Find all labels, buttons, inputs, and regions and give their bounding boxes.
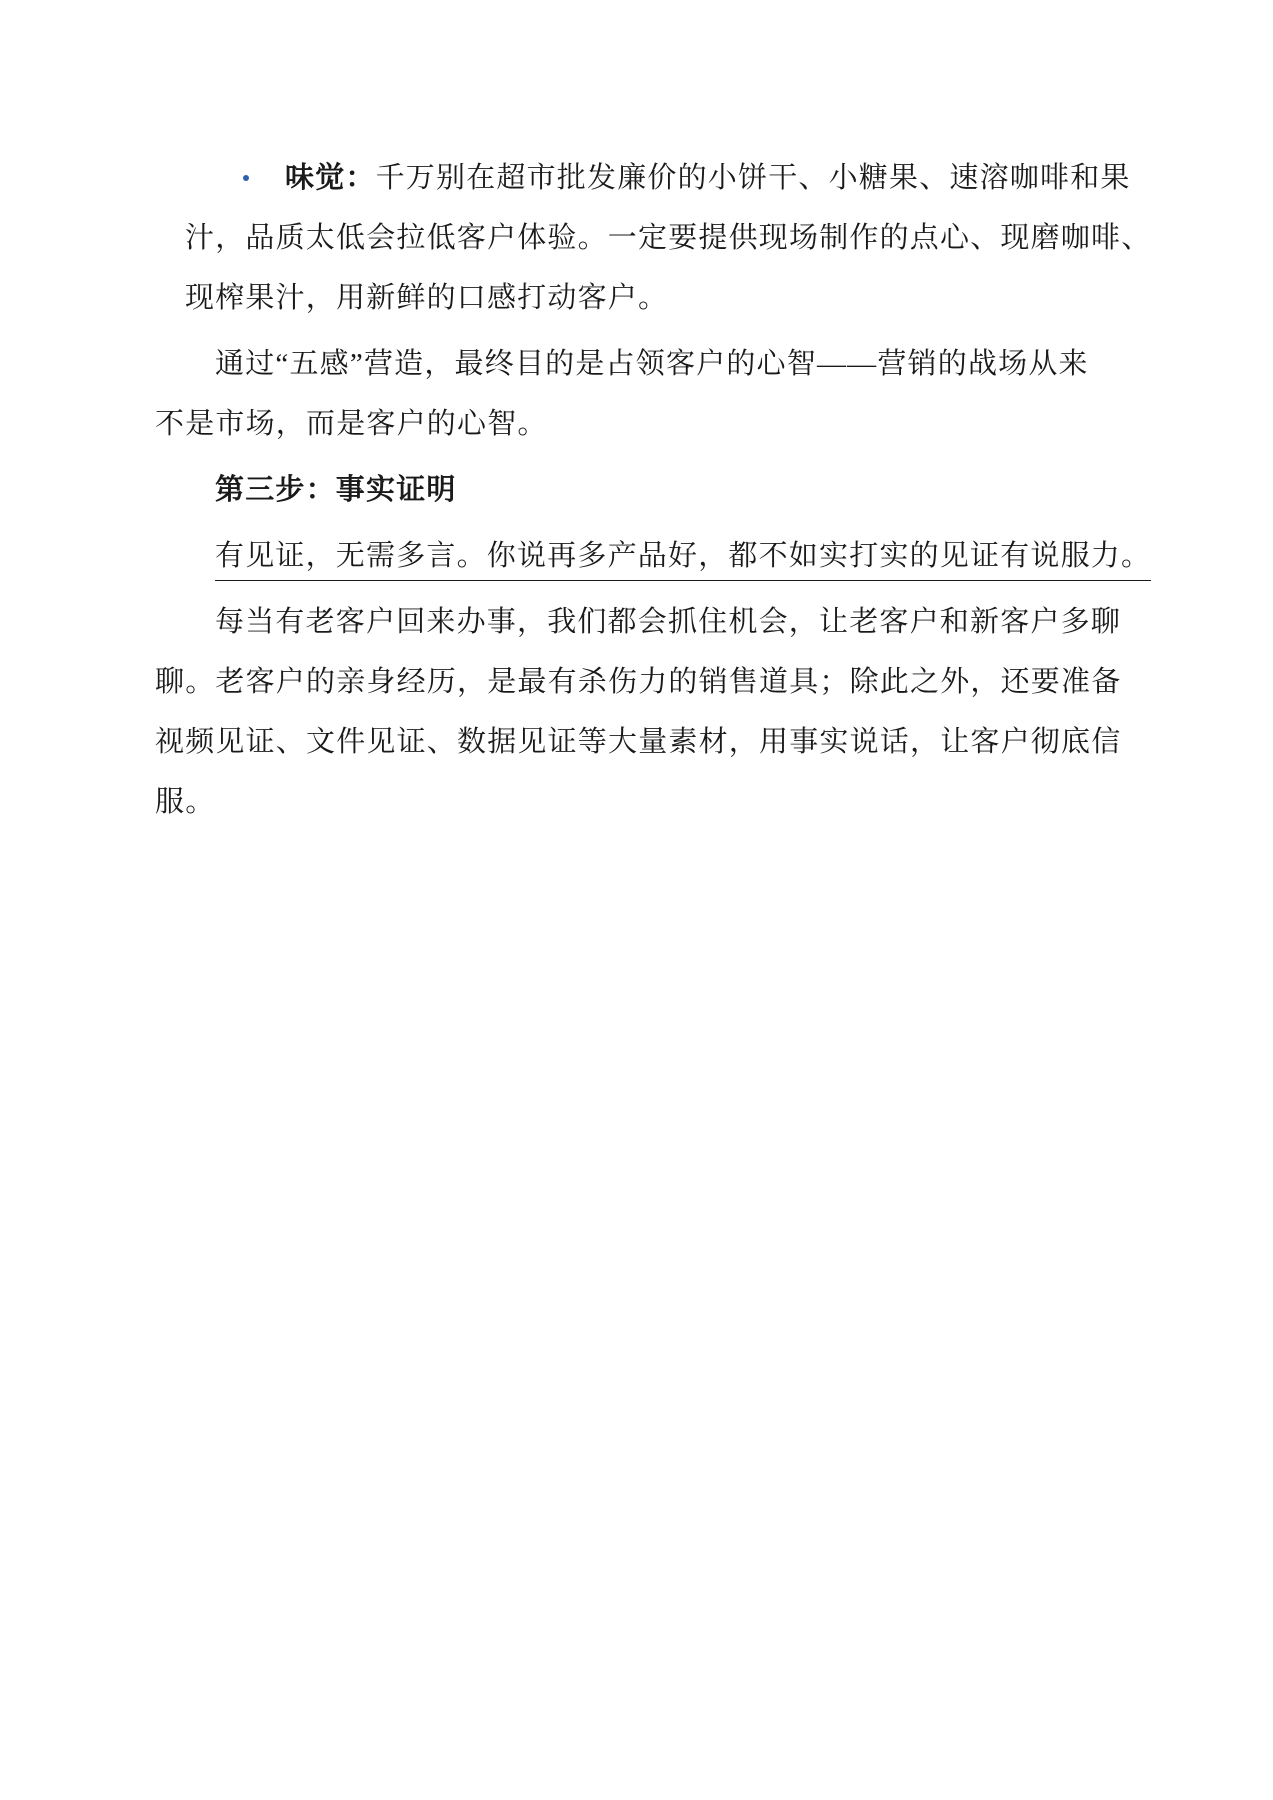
bullet-line-3: 现榨果汁，用新鲜的口感打动客户。 (185, 282, 669, 314)
bullet-text: 千万别在超市批发廉价的小饼干、小糖果、速溶咖啡和果 (375, 162, 1131, 194)
bullet-line-1 (155, 148, 1131, 208)
paragraph-testimony (155, 592, 1120, 832)
section-heading: 第三步：事实证明 (215, 474, 457, 506)
bullet-item-taste (155, 148, 1152, 328)
paragraph-line: 聊。老客户的亲身经历，是最有杀伤力的销售道具；除此之外，还要准备 (155, 666, 1122, 698)
bullet-lead: 味觉： (285, 162, 376, 194)
bullet-dot-icon (243, 175, 249, 181)
bullet-line-2: 汁，品质太低会拉低客户体验。一定要提供现场制作的点心、现磨咖啡、 (185, 222, 1152, 254)
paragraph-line: 每当有老客户回来办事，我们都会抓住机会，让老客户和新客户多聊 (215, 606, 1122, 638)
paragraph-five-senses (155, 334, 1120, 454)
paragraph-line: 服。 (155, 786, 216, 818)
paragraph-line: 视频见证、文件见证、数据见证等大量素材，用事实说话，让客户彻底信 (155, 726, 1122, 758)
document-body (155, 148, 1152, 832)
underlined-statement: 有见证，无需多言。你说再多产品好，都不如实打实的见证有说服力。 (215, 534, 1151, 581)
underlined-statement-line (155, 526, 1152, 586)
paragraph-line: 通过“五感”营造，最终目的是占领客户的心智——营销的战场从来 (215, 348, 1089, 380)
paragraph-line: 不是市场，而是客户的心智。 (155, 408, 548, 440)
